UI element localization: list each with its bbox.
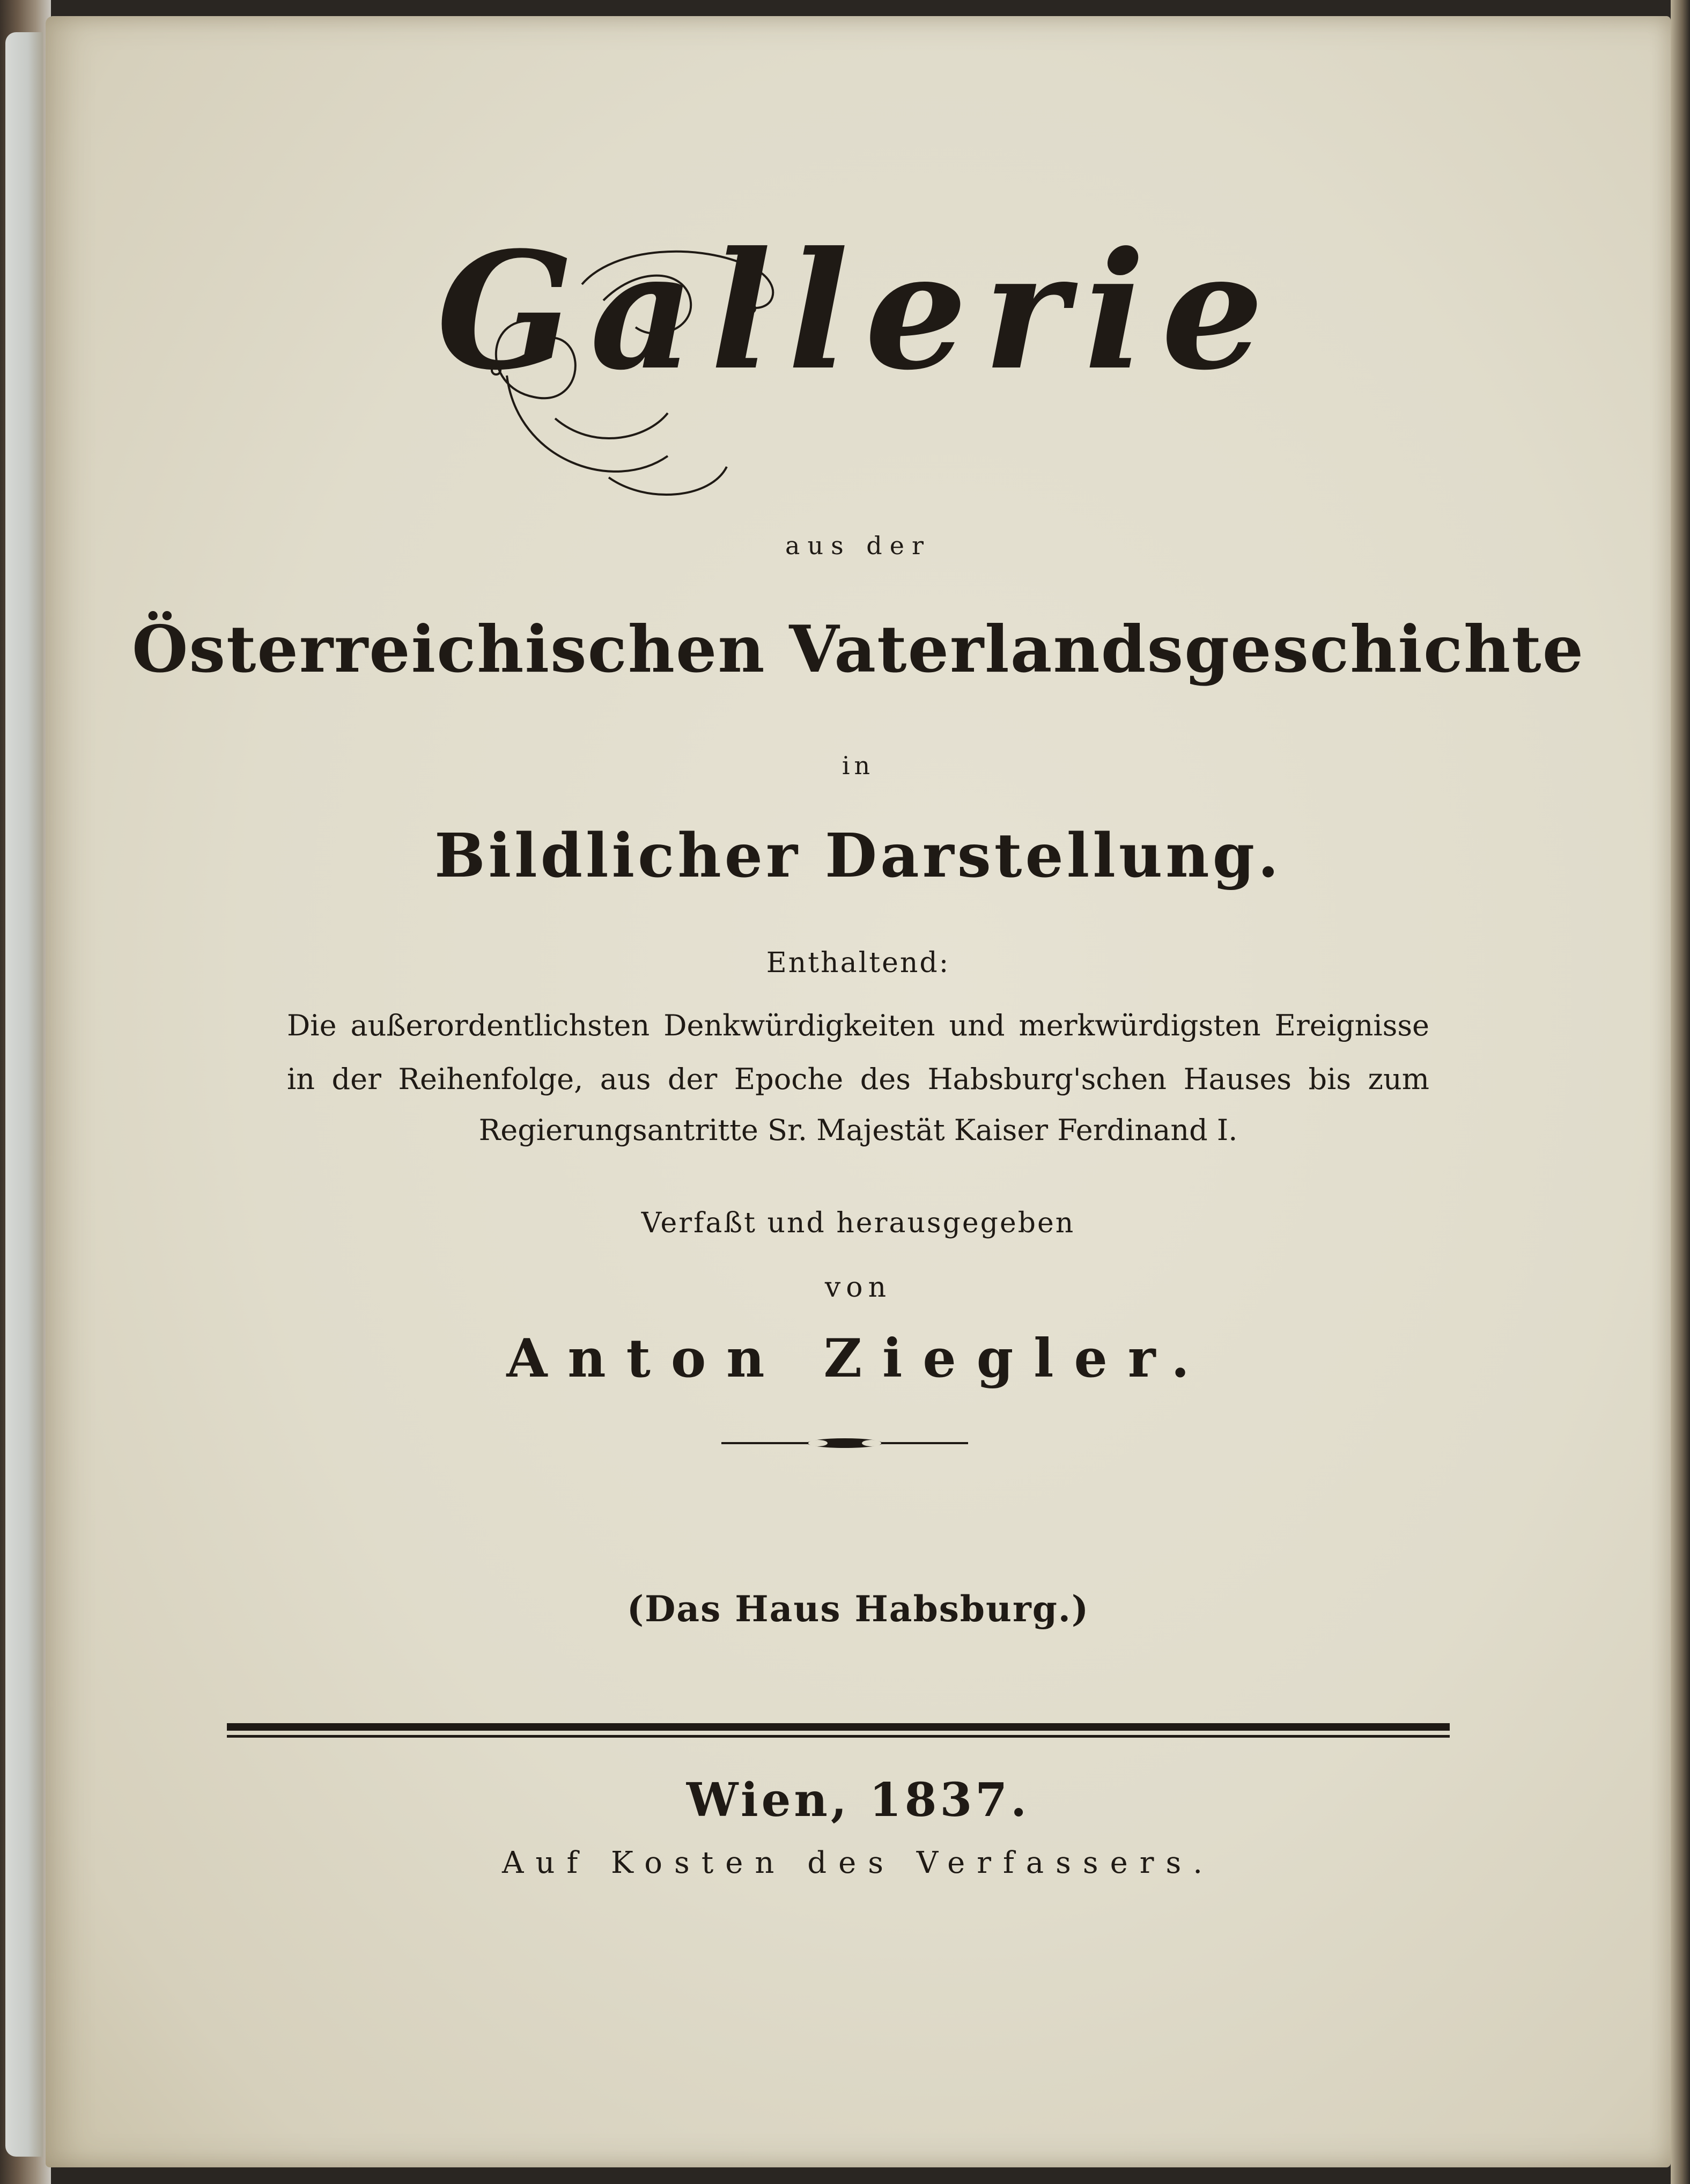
page-title: Gallerie xyxy=(436,216,1280,406)
subtitle-bildlicher: Bildlicher Darstellung. xyxy=(434,821,1282,891)
author-name: Anton Ziegler. xyxy=(506,1328,1210,1389)
divider-ornament xyxy=(721,1432,968,1454)
publisher-line: Auf Kosten des Verfassers. xyxy=(501,1845,1215,1880)
by-line: von xyxy=(824,1271,892,1304)
subtitle-aus-der: aus der xyxy=(785,531,931,560)
contents-heading: Enthaltend: xyxy=(766,947,950,979)
authorship-line: Verfaßt und herausgegeben xyxy=(641,1207,1075,1239)
book-right-edge xyxy=(1671,0,1690,2184)
place-year: Wien, 1837. xyxy=(686,1773,1030,1827)
description-line: in der Reihenfolge, aus der Epoche des Habsburg'schen Hauses bis zum xyxy=(287,1062,1429,1096)
binding-paper-edge xyxy=(5,32,43,2157)
description-line: Regierungsantritte Sr. Majestät Kaiser Ferdinand I. xyxy=(478,1113,1238,1147)
subtitle-in: in xyxy=(842,751,875,780)
double-rule xyxy=(227,1722,1450,1741)
title-page xyxy=(46,16,1671,2167)
book-binding xyxy=(0,0,51,2184)
description-line: Die außerordentlichsten Denkwürdigkeiten und merkwürdigsten Ereignisse xyxy=(287,1009,1429,1042)
subtitle-main: Österreichischen Vaterlandsgeschichte xyxy=(131,612,1585,687)
series-note: (Das Haus Habsburg.) xyxy=(626,1588,1090,1630)
